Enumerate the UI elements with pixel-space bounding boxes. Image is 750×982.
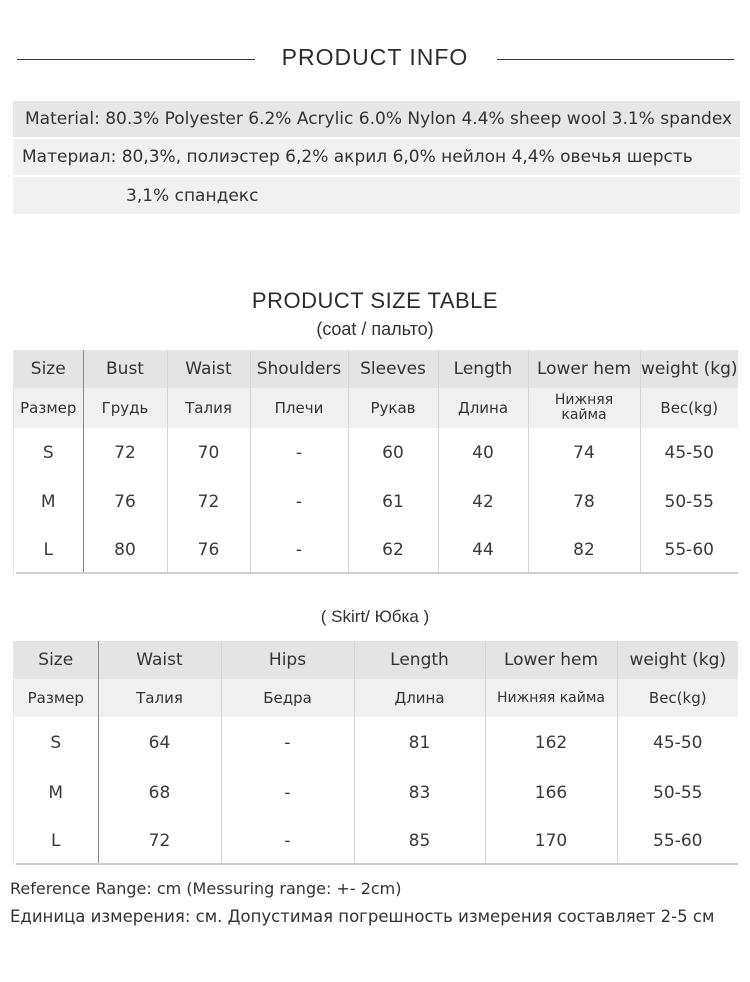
coat-header-weight-ru: Вес(kg) xyxy=(640,388,738,428)
material-row-english xyxy=(13,101,740,137)
coat-header-sleeves-ru: Рукав xyxy=(348,388,438,428)
skirt-size-cell: S xyxy=(14,717,98,769)
skirt-table-bottom-rule xyxy=(16,863,738,865)
coat-header-waist-ru: Талия xyxy=(167,388,250,428)
material-row-russian-cont xyxy=(13,177,740,214)
coat-length-cell: 44 xyxy=(438,526,528,574)
coat-size-cell: L xyxy=(14,526,83,574)
skirt-weight-cell: 45-50 xyxy=(617,717,738,769)
coat-header-size: Size xyxy=(14,350,83,388)
skirt-waist-cell: 64 xyxy=(98,717,221,769)
coat-sleeves-cell: 60 xyxy=(348,428,438,478)
skirt-header-size-ru: Размер xyxy=(14,679,98,717)
coat-length-cell: 42 xyxy=(438,478,528,526)
coat-length-cell: 40 xyxy=(438,428,528,478)
measurement-unit-note-ru: Единица измерения: см. Допустимая погрешность измерения составляет 2-5 см xyxy=(10,907,715,926)
skirt-header-lower-hem-ru: Нижняя кайма xyxy=(485,679,617,717)
coat-header-lower-hem-ru: Нижняя кайма xyxy=(528,388,640,428)
coat-header-waist: Waist xyxy=(167,350,250,388)
skirt-table-left-edge xyxy=(13,641,14,865)
coat-lower-hem-cell: 74 xyxy=(528,428,640,478)
coat-row-l xyxy=(14,526,738,574)
coat-waist-cell: 76 xyxy=(167,526,250,574)
skirt-row-s xyxy=(14,717,738,769)
coat-header-row-english xyxy=(14,350,738,388)
skirt-row-l xyxy=(14,817,738,865)
skirt-hips-cell: - xyxy=(221,769,354,817)
skirt-header-length: Length xyxy=(354,641,485,679)
coat-shoulders-cell: - xyxy=(250,478,348,526)
coat-lower-hem-cell: 78 xyxy=(528,478,640,526)
coat-subtitle: (coat / пальто) xyxy=(316,319,434,339)
coat-weight-cell: 45-50 xyxy=(640,428,738,478)
header-rule-right xyxy=(497,59,734,60)
coat-header-sleeves: Sleeves xyxy=(348,350,438,388)
coat-header-length: Length xyxy=(438,350,528,388)
size-table-title: PRODUCT SIZE TABLE xyxy=(251,288,499,313)
material-row-russian xyxy=(13,139,740,175)
coat-shoulders-cell: - xyxy=(250,428,348,478)
coat-header-lower-hem: Lower hem xyxy=(528,350,640,388)
skirt-header-weight-ru: Вес(kg) xyxy=(617,679,738,717)
skirt-row-m xyxy=(14,769,738,817)
skirt-weight-cell: 55-60 xyxy=(617,817,738,865)
coat-row-m xyxy=(14,478,738,526)
coat-header-bust-ru: Грудь xyxy=(83,388,167,428)
coat-waist-cell: 72 xyxy=(167,478,250,526)
coat-size-cell: S xyxy=(14,428,83,478)
skirt-header-length-ru: Длина xyxy=(354,679,485,717)
skirt-header-hips-ru: Бедра xyxy=(221,679,354,717)
skirt-length-cell: 83 xyxy=(354,769,485,817)
skirt-size-cell: M xyxy=(14,769,98,817)
coat-header-shoulders: Shoulders xyxy=(250,350,348,388)
skirt-hips-cell: - xyxy=(221,717,354,769)
coat-header-row-russian xyxy=(14,388,738,428)
skirt-lower-hem-cell: 162 xyxy=(485,717,617,769)
skirt-waist-cell: 68 xyxy=(98,769,221,817)
coat-shoulders-cell: - xyxy=(250,526,348,574)
coat-bust-cell: 80 xyxy=(83,526,167,574)
coat-bust-cell: 72 xyxy=(83,428,167,478)
coat-bust-cell: 76 xyxy=(83,478,167,526)
coat-header-size-ru: Размер xyxy=(14,388,83,428)
skirt-header-lower-hem: Lower hem xyxy=(485,641,617,679)
coat-weight-cell: 55-60 xyxy=(640,526,738,574)
skirt-header-row-russian xyxy=(14,679,738,717)
skirt-length-cell: 85 xyxy=(354,817,485,865)
skirt-header-hips: Hips xyxy=(221,641,354,679)
coat-header-shoulders-ru: Плечи xyxy=(250,388,348,428)
coat-table-bottom-rule xyxy=(16,572,738,574)
coat-waist-cell: 70 xyxy=(167,428,250,478)
coat-size-cell: M xyxy=(14,478,83,526)
reference-range-note: Reference Range: cm (Messuring range: +- 2cm) xyxy=(10,879,402,898)
material-english-text: Material: 80.3% Polyester 6.2% Acrylic 6.0% Nylon 4.4% sheep wool 3.1% spandex xyxy=(25,109,733,129)
skirt-hips-cell: - xyxy=(221,817,354,865)
skirt-lower-hem-cell: 166 xyxy=(485,769,617,817)
skirt-waist-cell: 72 xyxy=(98,817,221,865)
page-title: PRODUCT INFO xyxy=(281,44,469,70)
coat-size-table xyxy=(14,350,738,574)
skirt-lower-hem-cell: 170 xyxy=(485,817,617,865)
skirt-size-table xyxy=(14,641,738,865)
skirt-header-weight: weight (kg) xyxy=(617,641,738,679)
coat-header-weight: weight (kg) xyxy=(640,350,738,388)
material-russian-text: Материал: 80,3%, полиэстер 6,2% акрил 6,0% нейлон 4,4% овечья шерсть xyxy=(22,147,693,167)
coat-sleeves-cell: 62 xyxy=(348,526,438,574)
skirt-weight-cell: 50-55 xyxy=(617,769,738,817)
skirt-subtitle: ( Skirt/ Юбка ) xyxy=(320,607,430,626)
skirt-header-row-english xyxy=(14,641,738,679)
coat-table-left-edge xyxy=(13,350,14,574)
coat-lower-hem-cell: 82 xyxy=(528,526,640,574)
coat-row-s xyxy=(14,428,738,478)
coat-header-length-ru: Длина xyxy=(438,388,528,428)
skirt-header-size: Size xyxy=(14,641,98,679)
coat-header-bust: Bust xyxy=(83,350,167,388)
skirt-header-waist-ru: Талия xyxy=(98,679,221,717)
skirt-header-waist: Waist xyxy=(98,641,221,679)
skirt-size-cell: L xyxy=(14,817,98,865)
coat-sleeves-cell: 61 xyxy=(348,478,438,526)
material-russian-text-cont: 3,1% спандекс xyxy=(126,185,259,206)
skirt-length-cell: 81 xyxy=(354,717,485,769)
coat-weight-cell: 50-55 xyxy=(640,478,738,526)
